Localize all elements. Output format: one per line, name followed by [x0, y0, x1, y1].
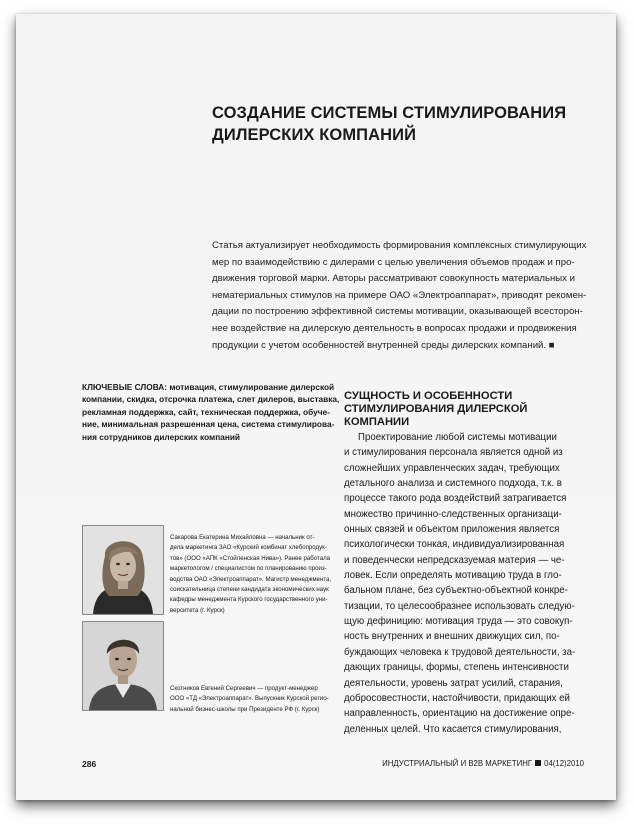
keywords-line: ние, минимальная разрешенная цена, система стимулирова- [82, 419, 335, 430]
bio-line: дела маркетинга ЗАО «Курский комбинат хлебопродук- [170, 544, 327, 552]
section-heading [344, 390, 604, 429]
body-line: сложнейших управленческих задач, требующих [344, 462, 560, 474]
author-bio-skotnikov [170, 684, 332, 715]
bio-line: верситета (г. Курск) [170, 606, 225, 614]
bio-line: Скотников Евгений Сергеевич — продукт-менеджер [170, 685, 318, 692]
keywords-block [82, 381, 340, 443]
journal-name: ИНДУСТРИАЛЬНЫЙ И B2B МАРКЕТИНГ [382, 759, 533, 768]
body-line: тизации, то целесообразнее использовать следую- [344, 600, 575, 612]
body-line: буждающих человека к трудовой деятельности, за- [344, 646, 576, 658]
journal-footer [382, 759, 584, 768]
page-number: 286 [82, 759, 97, 769]
body-line: множество причинно-следственных организаци- [344, 508, 562, 520]
body-line: деятельности, уровень затрат усилий, старания, [344, 677, 563, 689]
body-line: и поведенчески непредсказуемая материя — че- [344, 554, 565, 566]
author-photo-skotnikov [82, 621, 164, 711]
journal-issue: 04(12)2010 [544, 759, 584, 768]
portrait-man-image [83, 622, 163, 710]
abstract-line: продукции с учетом особенностей внутренней среды дилерских компаний. ■ [212, 339, 555, 351]
abstract-line: Статья актуализирует необходимость формирования комплексных стимулирующих [212, 240, 587, 251]
author-photo-sakarova [82, 525, 164, 615]
title-line: ДИЛЕРСКИХ КОМПАНИЙ [212, 126, 417, 144]
body-line: ловек. Если определять мотивацию труда в гло- [344, 570, 562, 582]
bio-line: маркетологом / специалистом по планированию произ- [170, 565, 327, 573]
section-heading-line: КОМПАНИИ [344, 416, 410, 429]
bio-line: ООО «ТД «Электроаппарат». Выпускник Курской регио- [170, 695, 329, 703]
abstract-line: нее воздействие на дилерскую деятельность в вопросах продажи и продвижения [212, 322, 577, 334]
author-bio-sakarova [170, 533, 332, 616]
body-line: онных связей и объектом приложения является [344, 524, 560, 536]
article-body [344, 430, 606, 737]
body-line: щую дефиницию: мотивация труда — это совокуп- [344, 616, 573, 628]
keywords-line: рекламная поддержка, сайт, техническая поддержка, обуче- [82, 406, 330, 417]
article-abstract [212, 238, 612, 354]
bio-line: нальной бизнес-школы при Президенте РФ (г. Курск) [170, 705, 320, 713]
bio-line: Сакарова Екатерина Михайловна — начальник от- [170, 534, 315, 541]
body-line: деленных целей. Что касается стимулирования, [344, 723, 562, 735]
body-line: и стимулирования персонала является одной из [344, 447, 563, 459]
bio-line: соискательница степени кандидата экономических наук [170, 586, 329, 594]
bio-line: водства ОАО «Электроаппарат». Магистр менеджмента, [170, 575, 332, 583]
article-title [212, 102, 592, 146]
section-heading-line: СУЩНОСТЬ И ОСОБЕННОСТИ [344, 390, 513, 403]
bio-line: тов» (ООО «АПК «Стойленская Нива»). Ранее работала [170, 554, 331, 562]
keywords-line: КЛЮЧЕВЫЕ СЛОВА: мотивация, стимулирование дилерской [82, 382, 335, 392]
title-line: СОЗДАНИЕ СИСТЕМЫ СТИМУЛИРОВАНИЯ [212, 104, 567, 122]
body-line: бальном плане, без субъектно-объектной конкре- [344, 585, 568, 597]
abstract-line: нематериальных стимулов на примере ОАО «Электроаппарат», приводят рекомен- [212, 289, 587, 301]
section-heading-line: СТИМУЛИРОВАНИЯ ДИЛЕРСКОЙ [344, 403, 528, 416]
body-line: детального анализа и системного подхода, т.к. в [344, 478, 562, 490]
abstract-line: движения торговой марки. Авторы рассматривают совокупность материальных и [212, 273, 575, 285]
square-bullet-icon [535, 760, 541, 766]
body-line: направленность, ориентацию на достижение опре- [344, 708, 575, 720]
body-line: ность внутренних и внешних движущих сил, по- [344, 631, 560, 643]
keywords-line: компании, скидка, отсрочка платежа, слет дилеров, выставка, [82, 394, 340, 405]
keywords-line: ния сотрудников дилерских компаний [82, 431, 241, 442]
body-line: добросовестности, настойчивости, придающих ей [344, 692, 570, 704]
bio-line: кафедры менеджмента Курского государственного уни- [170, 596, 328, 604]
portrait-woman-image [83, 526, 163, 614]
abstract-line: мер по взаимодействию с дилерами с целью увеличения объемов продаж и про- [212, 256, 575, 268]
body-line: психологически тонкая, индивидуализированная [344, 539, 565, 551]
body-line: процессе такого рода воздействий затрагивается [344, 493, 567, 505]
body-line: дающих границы, формы, степень интенсивности [344, 662, 569, 674]
body-line: Проектирование любой системы мотивации [358, 432, 557, 443]
magazine-page [16, 14, 616, 800]
abstract-line: дации по построению эффективной системы мотивации, оказывающей всесторон- [212, 306, 583, 318]
